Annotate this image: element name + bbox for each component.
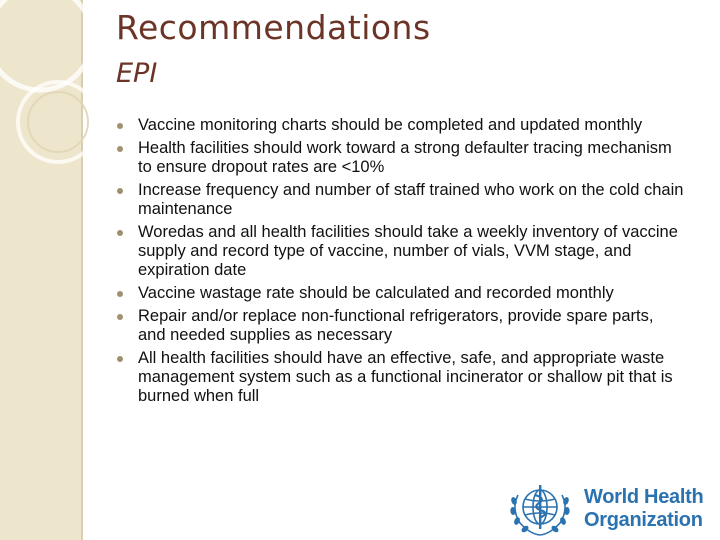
- who-wordmark-line1: World Health: [584, 486, 704, 508]
- who-logo: [508, 481, 708, 537]
- decorative-circles: [0, 0, 120, 220]
- who-emblem-icon: [508, 481, 572, 537]
- list-item: [117, 181, 685, 219]
- who-wordmark-line2: Organization: [584, 509, 703, 531]
- slide-title: Recommendations: [116, 8, 431, 47]
- list-item-text: Vaccine monitoring charts should be completed and updated monthly: [138, 116, 643, 134]
- bullet-dot-icon: [117, 123, 123, 129]
- recommendation-list: [117, 116, 685, 410]
- list-item: [117, 349, 685, 406]
- bullet-dot-icon: [117, 356, 123, 362]
- list-item-text: All health facilities should have an effective, safe, and appropriate waste management system such as a functional incinerator or shallow pit that is burned when full: [138, 349, 673, 405]
- list-item-text: Vaccine wastage rate should be calculated and recorded monthly: [138, 284, 614, 302]
- bullet-dot-icon: [117, 291, 123, 297]
- bullet-dot-icon: [117, 146, 123, 152]
- list-item-text: Health facilities should work toward a strong defaulter tracing mechanism to ensure dropout rates are <10%: [138, 139, 672, 176]
- bullet-dot-icon: [117, 314, 123, 320]
- who-wordmark: [584, 486, 703, 532]
- list-item-text: Woredas and all health facilities should take a weekly inventory of vaccine supply and record type of vaccine, number of vials, VVM stage, and expiration date: [138, 223, 678, 279]
- list-item-text: Increase frequency and number of staff trained who work on the cold chain maintenance: [138, 181, 684, 218]
- list-item: [117, 139, 685, 177]
- slide-subtitle: EPI: [116, 58, 158, 89]
- bullet-dot-icon: [117, 188, 123, 194]
- list-item: [117, 116, 685, 135]
- list-item: [117, 307, 685, 345]
- list-item: [117, 284, 685, 303]
- list-item-text: Repair and/or replace non-functional refrigerators, provide spare parts, and needed supplies as necessary: [138, 307, 654, 344]
- bullet-dot-icon: [117, 230, 123, 236]
- list-item: [117, 223, 685, 280]
